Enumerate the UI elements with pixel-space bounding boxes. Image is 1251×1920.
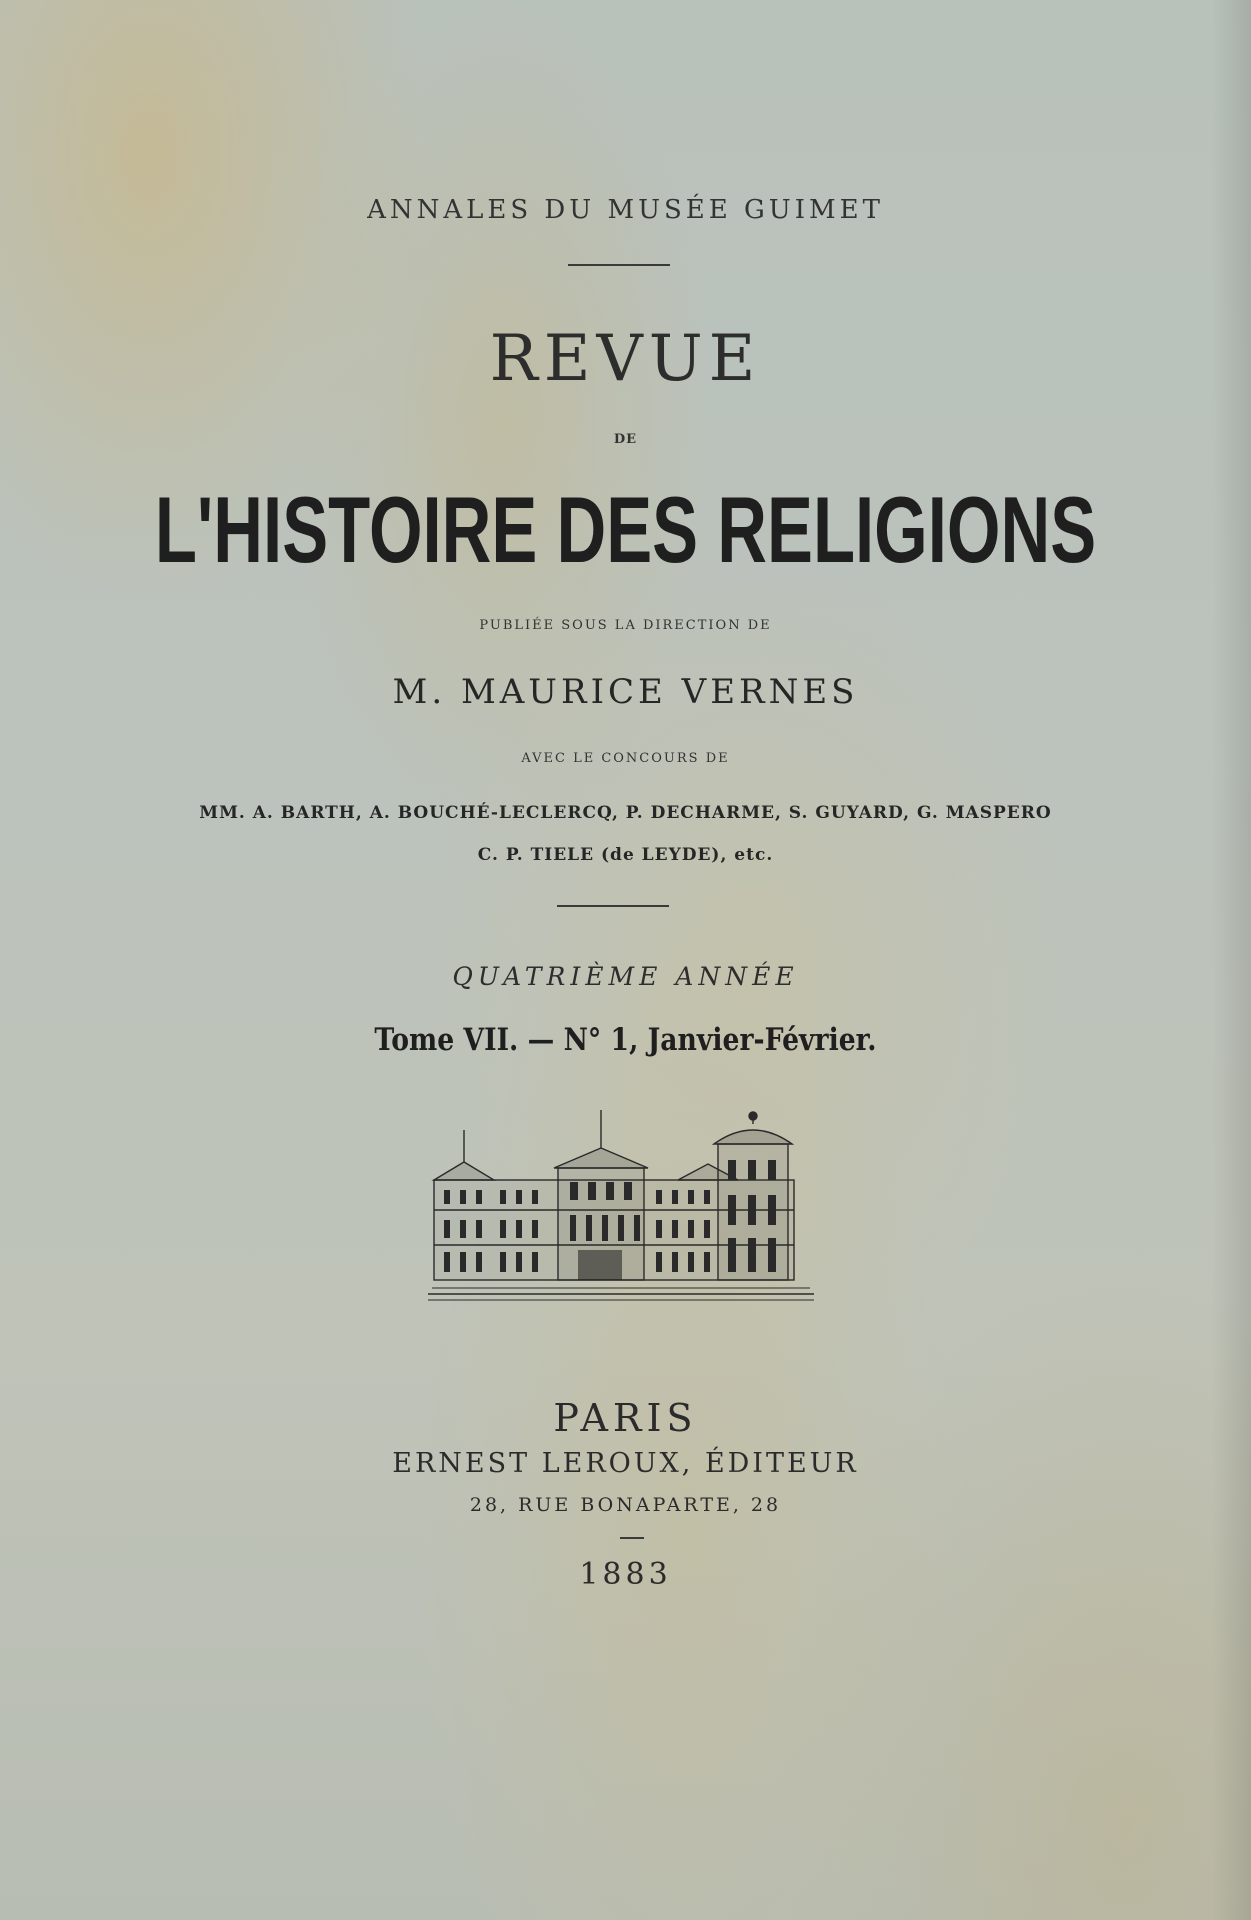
divider-rule [620,1537,644,1539]
contributors-line-1: MM. A. BARTH, A. BOUCHÉ-LECLERCQ, P. DECHARME, S. GUYARD, G. MASPERO [199,803,1052,823]
main-title: L'HISTOIRE DES RELIGIONS [154,477,1097,583]
museum-building-icon [428,1110,814,1306]
year-of-publication-label: QUATRIÈME ANNÉE [452,962,799,991]
page-edge-shadow [1211,0,1251,1920]
publisher-name: ERNEST LEROUX, ÉDITEUR [392,1448,859,1479]
de-connector: DE [613,432,638,447]
contributors-line-2: C. P. TIELE (de LEYDE), etc. [477,845,774,865]
publisher-city: PARIS [553,1396,698,1440]
direction-line: PUBLIÉE SOUS LA DIRECTION DE [479,618,772,633]
volume-issue-line: Tome VII. — N° 1, Janvier-Février. [374,1022,877,1058]
publisher-address: 28, RUE BONAPARTE, 28 [469,1494,782,1516]
publication-year: 1883 [579,1557,672,1592]
series-title: ANNALES DU MUSÉE GUIMET [367,195,884,225]
concours-line: AVEC LE CONCOURS DE [521,751,730,766]
divider-rule [568,264,670,266]
revue-heading: REVUE [489,322,762,396]
director-name: M. MAURICE VERNES [392,672,859,712]
divider-rule [557,905,669,907]
